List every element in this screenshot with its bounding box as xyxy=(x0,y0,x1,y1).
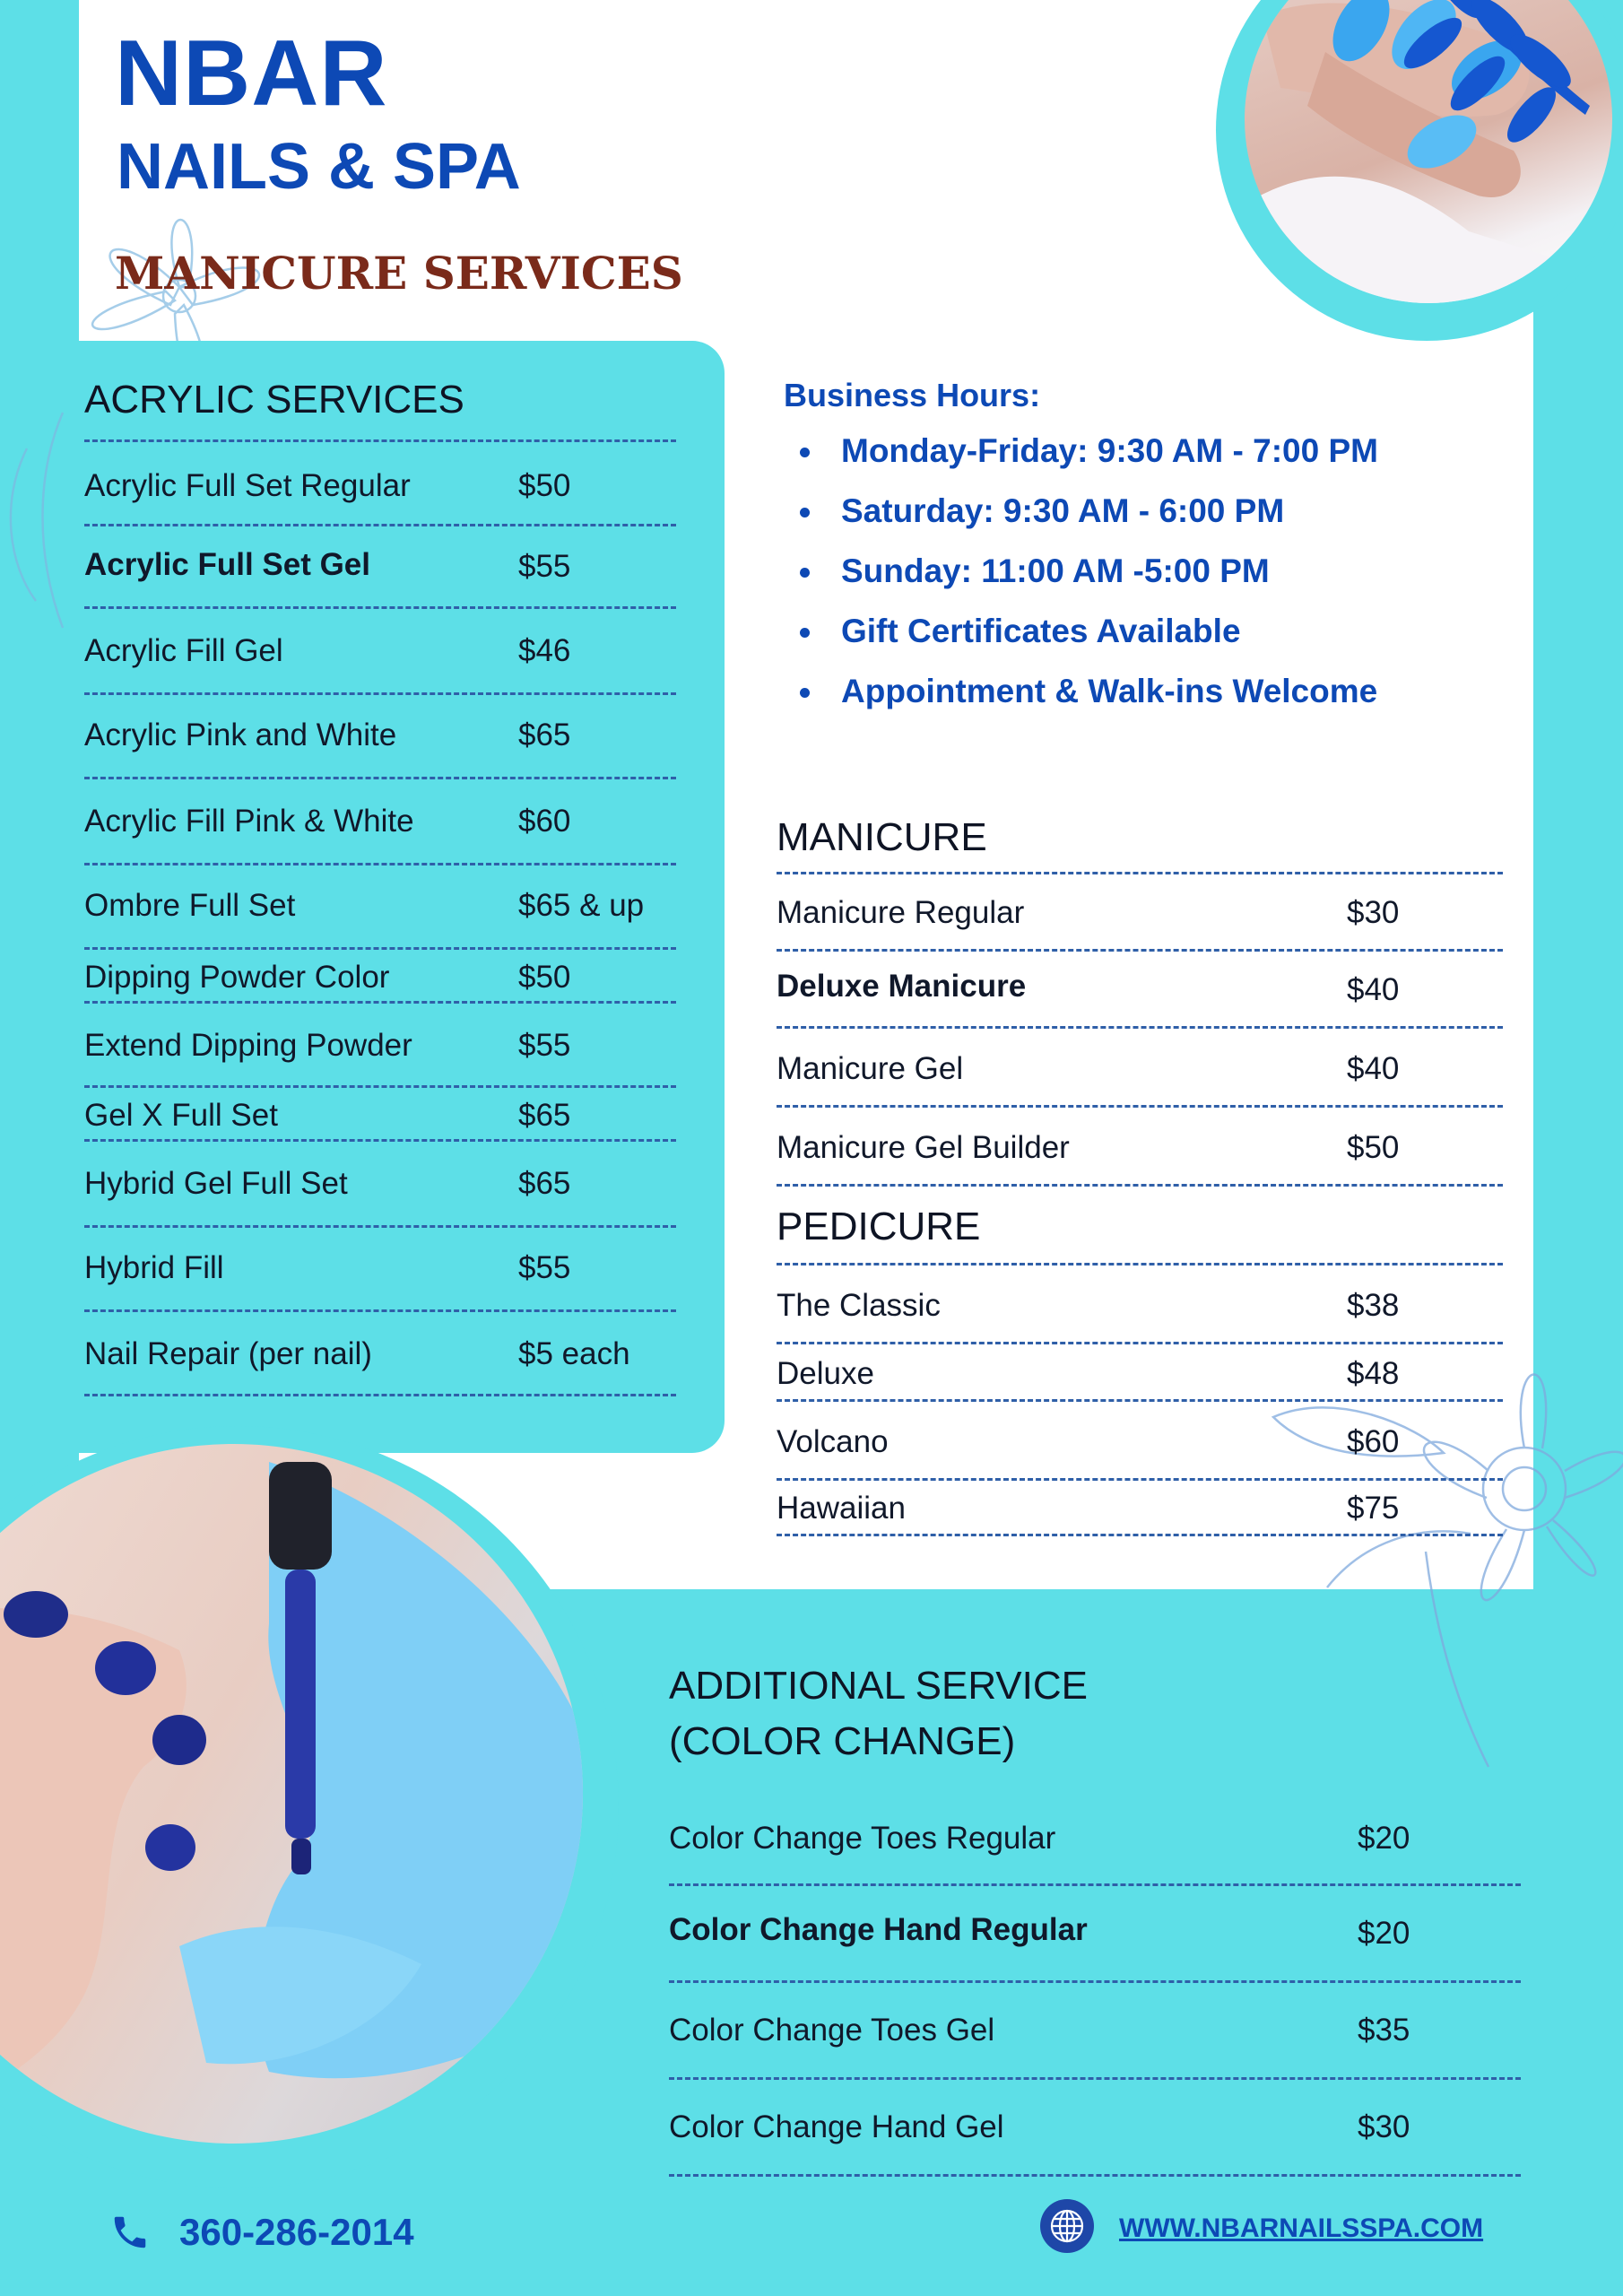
pedicure-item-price: $38 xyxy=(1347,1288,1400,1323)
divider xyxy=(777,1534,1503,1536)
acrylic-item-price: $65 xyxy=(518,718,571,752)
brand-tagline: NAILS & SPA xyxy=(117,131,521,203)
additional-item-label: Color Change Hand Gel xyxy=(669,2109,1004,2144)
acrylic-item-price: $50 xyxy=(518,468,571,503)
acrylic-item-label: Acrylic Fill Pink & White xyxy=(84,804,414,839)
additional-item-label: Color Change Toes Regular xyxy=(669,1821,1056,1856)
acrylic-item-label: Gel X Full Set xyxy=(84,1098,278,1133)
divider xyxy=(669,1883,1521,1886)
hours-item: Sunday: 11:00 AM -5:00 PM xyxy=(798,551,1378,611)
pedicure-item-label: Deluxe xyxy=(777,1356,874,1391)
acrylic-services-title: ACRYLIC SERVICES xyxy=(84,378,464,422)
pedicure-item-label: The Classic xyxy=(777,1288,941,1323)
page-subtitle: MANICURE SERVICES xyxy=(115,247,683,300)
acrylic-item-label: Acrylic Fill Gel xyxy=(84,633,283,668)
acrylic-item-label: Hybrid Gel Full Set xyxy=(84,1166,348,1201)
business-hours-list xyxy=(798,430,1378,731)
divider xyxy=(84,863,676,865)
divider xyxy=(777,1184,1503,1187)
acrylic-item-label: Extend Dipping Powder xyxy=(84,1028,412,1063)
divider xyxy=(777,949,1503,952)
acrylic-item-label: Dipping Powder Color xyxy=(84,960,390,995)
divider xyxy=(84,777,676,779)
acrylic-item-price: $55 xyxy=(518,1028,571,1063)
acrylic-item-price: $46 xyxy=(518,633,571,668)
hours-item: Monday-Friday: 9:30 AM - 7:00 PM xyxy=(798,430,1378,491)
acrylic-item-price: $60 xyxy=(518,804,571,839)
additional-title-line1: ADDITIONAL SERVICE xyxy=(669,1664,1089,1708)
acrylic-item-label: Acrylic Full Set Regular xyxy=(84,468,411,503)
acrylic-item-label: Hybrid Fill xyxy=(84,1250,224,1285)
pedicure-item-price: $60 xyxy=(1347,1424,1400,1459)
manicure-item-label: Manicure Regular xyxy=(777,895,1025,930)
divider xyxy=(669,2077,1521,2080)
additional-title-line2: (COLOR CHANGE) xyxy=(669,1719,1016,1763)
brand-name: NBAR xyxy=(115,22,388,126)
manicure-item-price: $30 xyxy=(1347,895,1400,930)
acrylic-item-label: Nail Repair (per nail) xyxy=(84,1336,372,1371)
manicure-item-label: Manicure Gel Builder xyxy=(777,1130,1070,1165)
divider xyxy=(84,524,676,526)
manicure-title: MANICURE xyxy=(777,815,987,859)
divider xyxy=(777,872,1503,874)
acrylic-item-price: $65 xyxy=(518,1098,571,1133)
additional-item-price: $20 xyxy=(1358,1916,1410,1951)
manicure-item-price: $50 xyxy=(1347,1130,1400,1165)
manicure-item-price: $40 xyxy=(1347,1051,1400,1086)
phone-number[interactable]: 360-286-2014 xyxy=(179,2211,414,2253)
additional-item-price: $35 xyxy=(1358,2013,1410,2048)
divider xyxy=(84,1139,676,1142)
acrylic-item-price: $5 each xyxy=(518,1336,630,1371)
divider xyxy=(84,1001,676,1004)
pedicure-item-price: $75 xyxy=(1347,1491,1400,1526)
manicure-item-price: $40 xyxy=(1347,972,1400,1007)
hours-item: Saturday: 9:30 AM - 6:00 PM xyxy=(798,491,1378,551)
divider xyxy=(84,947,676,950)
pedicure-item-price: $48 xyxy=(1347,1356,1400,1391)
pedicure-item-label: Hawaiian xyxy=(777,1491,906,1526)
divider xyxy=(84,1225,676,1228)
divider xyxy=(777,1105,1503,1108)
acrylic-item-price: $50 xyxy=(518,960,571,995)
acrylic-item-price: $65 & up xyxy=(518,888,645,923)
divider xyxy=(84,1394,676,1396)
additional-item-price: $20 xyxy=(1358,1821,1410,1856)
divider xyxy=(777,1263,1503,1265)
divider xyxy=(84,1085,676,1088)
acrylic-item-price: $55 xyxy=(518,1250,571,1285)
acrylic-item-label: Ombre Full Set xyxy=(84,888,296,923)
globe-icon xyxy=(1040,2199,1094,2253)
divider xyxy=(777,1342,1503,1344)
flower-decoration-right xyxy=(1219,1318,1623,1785)
divider xyxy=(84,1309,676,1312)
additional-item-label: Color Change Hand Regular xyxy=(669,1912,1088,1947)
divider xyxy=(777,1399,1503,1402)
divider xyxy=(777,1478,1503,1481)
acrylic-item-price: $65 xyxy=(518,1166,571,1201)
website-link[interactable]: WWW.NBARNAILSSPA.COM xyxy=(1119,2213,1484,2243)
divider xyxy=(669,1980,1521,1983)
manicure-item-label: Deluxe Manicure xyxy=(777,969,1027,1004)
additional-item-price: $30 xyxy=(1358,2109,1410,2144)
acrylic-item-label: Acrylic Full Set Gel xyxy=(84,547,370,582)
divider xyxy=(84,606,676,609)
hours-item: Appointment & Walk-ins Welcome xyxy=(798,671,1378,731)
pedicure-item-label: Volcano xyxy=(777,1424,889,1459)
additional-item-label: Color Change Toes Gel xyxy=(669,2013,995,2048)
phone-icon xyxy=(109,2212,151,2253)
business-hours-title: Business Hours: xyxy=(784,377,1041,413)
manicure-item-label: Manicure Gel xyxy=(777,1051,964,1086)
divider xyxy=(777,1026,1503,1029)
divider xyxy=(669,2174,1521,2177)
acrylic-item-price: $55 xyxy=(518,549,571,584)
pedicure-title: PEDICURE xyxy=(777,1205,981,1248)
divider xyxy=(84,692,676,695)
divider xyxy=(84,439,676,442)
acrylic-item-label: Acrylic Pink and White xyxy=(84,718,397,752)
hours-item: Gift Certificates Available xyxy=(798,611,1378,671)
